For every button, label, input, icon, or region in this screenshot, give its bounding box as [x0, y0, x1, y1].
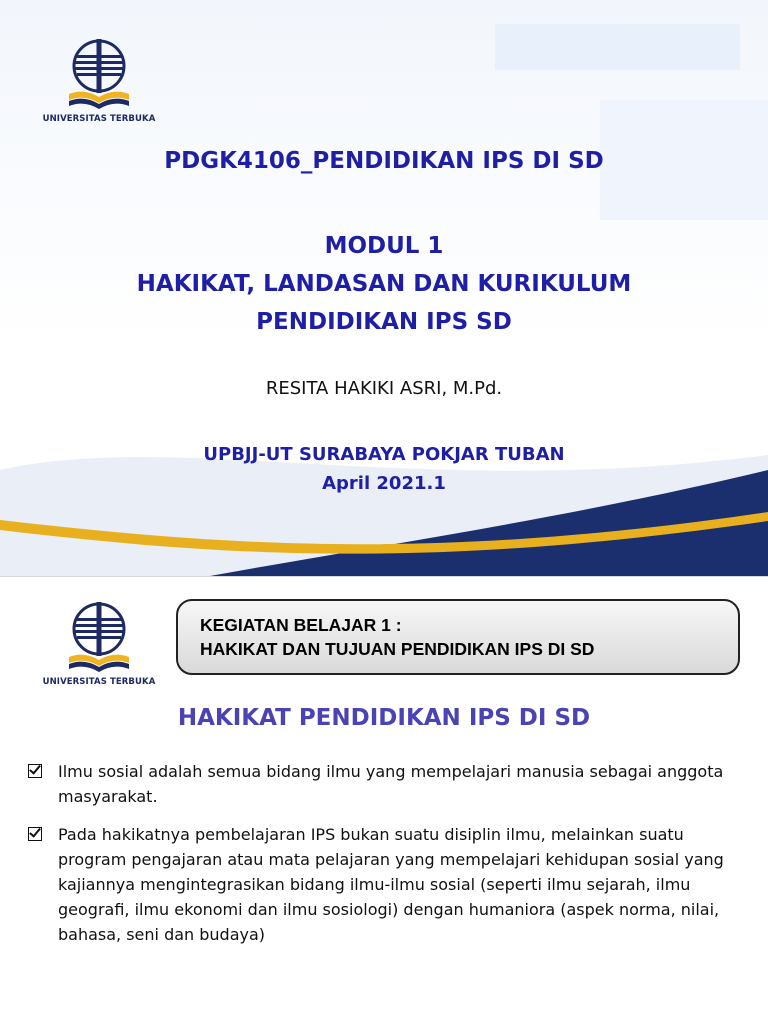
logo-text: UNIVERSITAS TERBUKA — [42, 114, 156, 124]
course-title: PDGK4106_PENDIDIKAN IPS DI SD — [164, 148, 604, 174]
module-line-3: PENDIDIKAN IPS SD — [256, 309, 512, 335]
list-item-text: Ilmu sosial adalah semua bidang ilmu yang mempelajari manusia sebagai anggota masyarakat. — [58, 762, 724, 806]
university-logo — [36, 599, 162, 687]
bullet-list — [24, 759, 744, 960]
office-info — [0, 440, 768, 498]
checkbox-checked-icon — [28, 827, 42, 841]
checkbox-checked-icon — [28, 764, 42, 778]
section-heading: HAKIKAT PENDIDIKAN IPS DI SD — [177, 705, 591, 731]
university-logo — [36, 36, 162, 124]
module-title — [0, 227, 768, 341]
logo-text: UNIVERSITAS TERBUKA — [42, 677, 156, 687]
list-item — [24, 759, 744, 809]
list-item-text: Pada hakikatnya pembelajaran IPS bukan suatu disiplin ilmu, melainkan suatu program pengajaran atau mata pelajaran yang mempelajari kehidupan sosial yang kajiannya mengintegrasikan bidang ilmu-ilmu sosial (seperti ilmu sejarah, ilmu geografi, ilmu ekonomi dan ilmu sosiologi) dengan humaniora (aspek norma, nilai, bahasa, seni dan budaya) — [58, 825, 724, 944]
activity-box — [176, 599, 740, 675]
module-line-2: HAKIKAT, LANDASAN DAN KURIKULUM — [136, 271, 632, 297]
list-item — [24, 822, 744, 947]
universitas-terbuka-logo-icon — [67, 36, 131, 112]
content-slide — [0, 576, 768, 1025]
activity-box-line-2: HAKIKAT DAN TUJUAN PENDIDIKAN IPS DI SD — [200, 639, 595, 659]
universitas-terbuka-logo-icon — [67, 599, 131, 675]
activity-box-line-1: KEGIATAN BELAJAR 1 : — [200, 615, 402, 635]
module-line-1: MODUL 1 — [324, 233, 444, 259]
author-name: RESITA HAKIKI ASRI, M.Pd. — [265, 378, 503, 399]
office-line-1: UPBJJ-UT SURABAYA POKJAR TUBAN — [203, 444, 565, 465]
office-line-2: April 2021.1 — [322, 473, 446, 494]
